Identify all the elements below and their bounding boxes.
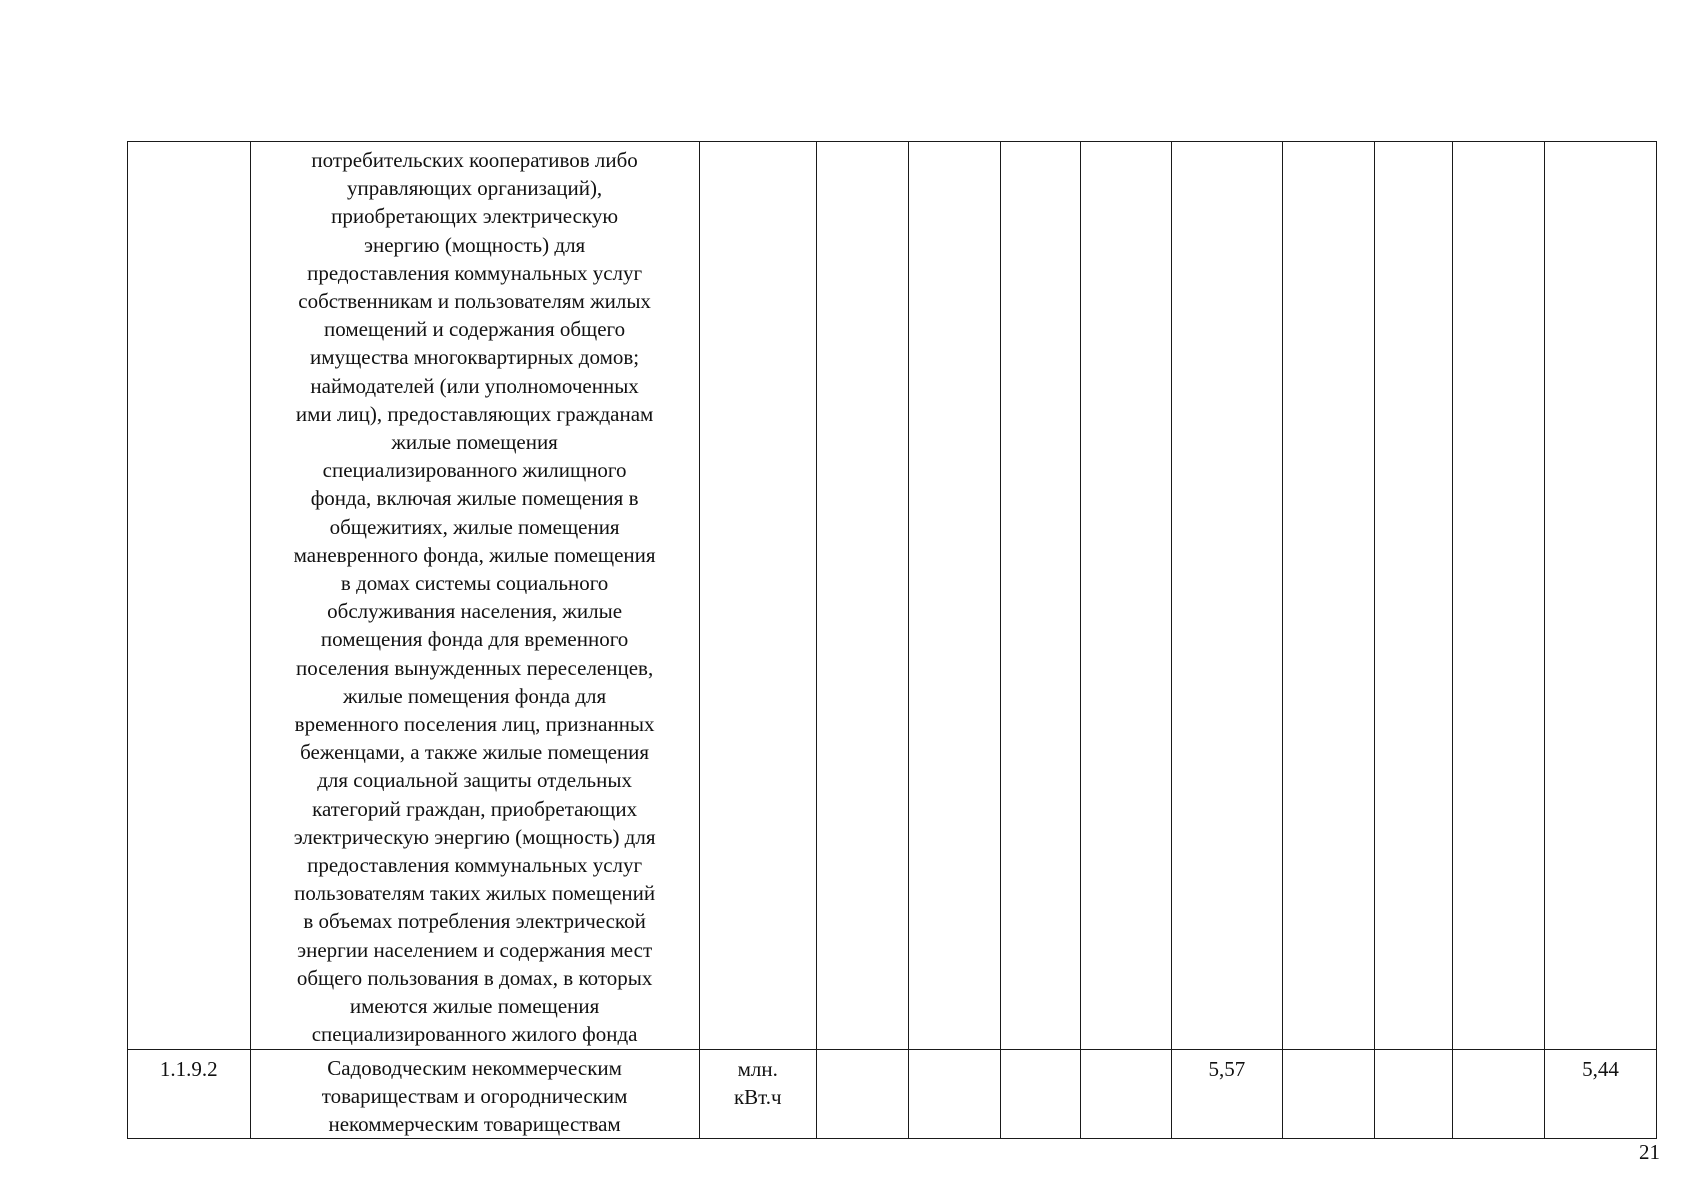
description-line: предоставления коммунальных услуг <box>307 260 643 285</box>
description-line: жилые помещения фонда для <box>343 683 607 708</box>
cell-unit <box>699 1049 816 1139</box>
cell-row-number: 1.1.9.2 <box>128 1049 251 1139</box>
description-line: обслуживания населения, жилые <box>327 599 623 624</box>
description-line: электрическую энергию (мощность) для <box>293 824 656 849</box>
cell-number-empty <box>128 142 251 1050</box>
cell-value-empty <box>1452 1049 1544 1139</box>
cell-value-empty <box>908 1049 1000 1139</box>
description-line: собственникам и пользователям жилых <box>298 289 651 314</box>
description-line: в объемах потребления электрической <box>303 909 646 934</box>
table-row-continued <box>128 142 1657 1050</box>
cell-value-empty <box>1171 142 1282 1050</box>
description-line: энергии населением и содержания мест <box>297 937 653 962</box>
cell-value-empty <box>908 142 1000 1050</box>
description-line: управляющих организаций), <box>347 176 603 201</box>
description-line: пользователям таких жилых помещений <box>294 881 656 906</box>
description-line: товариществам и огородническим <box>321 1083 628 1108</box>
description-line: имеются жилые помещения <box>349 994 600 1019</box>
description-line: ими лиц), предоставляющих гражданам <box>295 401 654 426</box>
cell-value-5-57: 5,57 <box>1171 1049 1282 1139</box>
cell-value-empty <box>1081 142 1172 1050</box>
description-line: фонда, включая жилые помещения в <box>310 486 639 511</box>
description-line: Садоводческим некоммерческим <box>327 1055 622 1080</box>
cell-value-empty <box>1374 142 1452 1050</box>
cell-unit-empty <box>699 142 816 1050</box>
cell-value-empty <box>1081 1049 1172 1139</box>
description-line: общежитиях, жилые помещения <box>329 514 620 539</box>
description-line: наймодателей (или уполномоченных <box>310 373 639 398</box>
description-line: потребительских кооперативов либо <box>311 148 638 172</box>
cell-value-empty <box>1282 142 1374 1050</box>
cell-value-empty <box>1374 1049 1452 1139</box>
description-line: приобретающих электрическую <box>331 204 619 229</box>
cell-value-empty <box>1000 1049 1080 1139</box>
cell-value-empty <box>816 142 908 1050</box>
description-line: беженцами, а также жилые помещения <box>300 740 650 765</box>
page-number: 21 <box>1639 1140 1660 1164</box>
cell-value-empty <box>1000 142 1080 1050</box>
description-line: помещения фонда для временного <box>320 627 629 652</box>
description-line: некоммерческим товариществам <box>328 1111 621 1136</box>
description-line: категорий граждан, приобретающих <box>312 796 638 821</box>
tariff-table <box>127 141 1657 1139</box>
description-line: энергию (мощность) для <box>363 232 586 257</box>
unit-line: кВт.ч <box>733 1084 782 1109</box>
description-line: имущества многоквартирных домов; <box>310 345 640 370</box>
cell-value-empty <box>816 1049 908 1139</box>
unit-line: млн. <box>737 1056 778 1081</box>
description-line: поселения вынужденных переселенцев, <box>295 655 654 680</box>
cell-description <box>250 1049 699 1139</box>
description-line: специализированного жилого фонда <box>311 1022 638 1047</box>
description-line: общего пользования в домах, в которых <box>296 965 653 990</box>
cell-value-empty <box>1452 142 1544 1050</box>
cell-description-continued <box>250 142 699 1050</box>
cell-value-5-44: 5,44 <box>1544 1049 1656 1139</box>
table-row-1-1-9-2 <box>128 1049 1657 1139</box>
description-line: временного поселения лиц, признанных <box>294 712 655 737</box>
description-line: помещений и содержания общего <box>324 317 626 342</box>
description-line: для социальной защиты отдельных <box>317 768 632 793</box>
description-line: специализированного жилищного <box>322 458 627 483</box>
description-line: маневренного фонда, жилые помещения <box>293 542 656 567</box>
description-line: жилые помещения <box>391 430 558 455</box>
cell-value-empty <box>1282 1049 1374 1139</box>
description-line: в домах системы социального <box>340 571 609 596</box>
cell-value-empty <box>1544 142 1656 1050</box>
description-line: предоставления коммунальных услуг <box>307 853 643 878</box>
